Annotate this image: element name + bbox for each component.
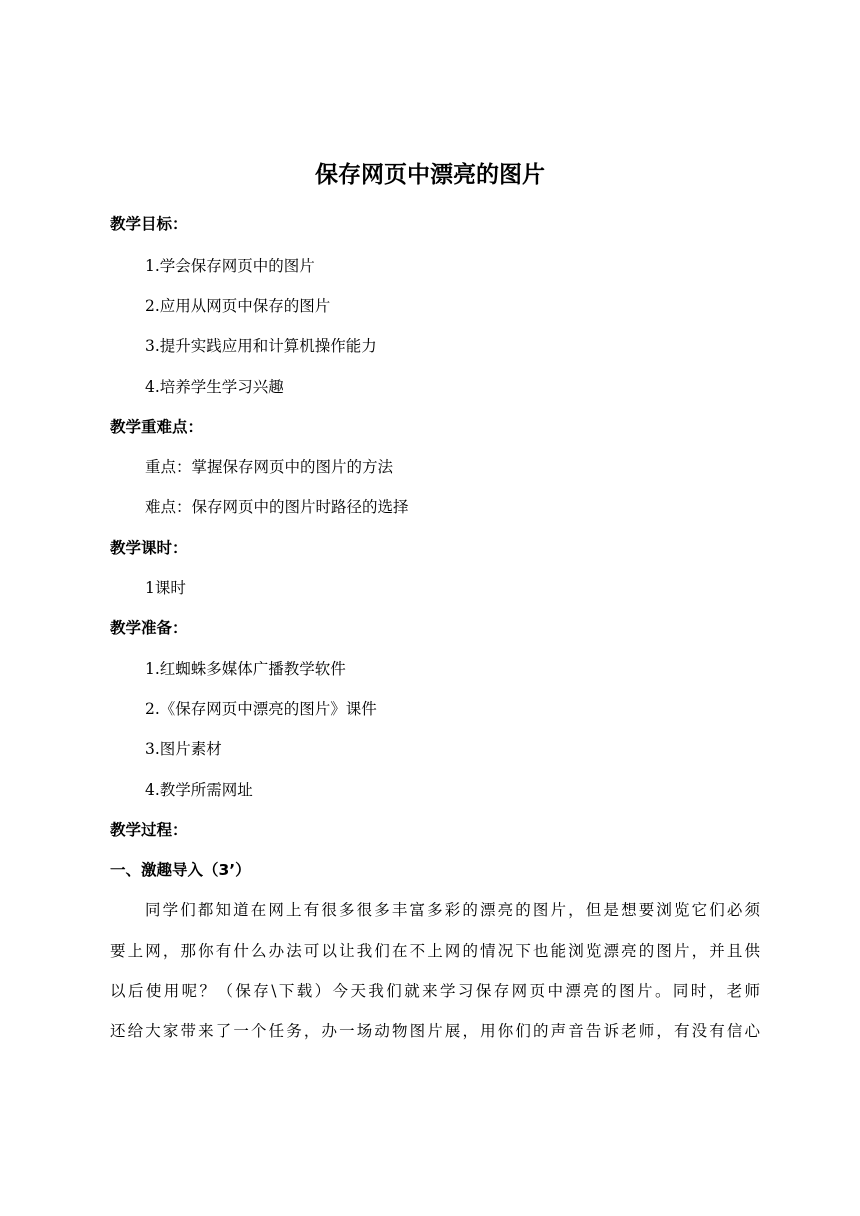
objective-item: 3.提升实践应用和计算机操作能力 [145, 337, 377, 355]
section-heading-process: 教学过程： [110, 821, 188, 839]
objective-item: 2.应用从网页中保存的图片 [145, 297, 331, 315]
class-hours-item: 1课时 [145, 579, 186, 597]
preparation-item: 4.教学所需网址 [145, 781, 253, 799]
objective-item: 4.培养学生学习兴趣 [145, 378, 284, 396]
preparation-item: 1.红蜘蛛多媒体广播教学软件 [145, 660, 346, 678]
document-title: 保存网页中漂亮的图片 [315, 162, 545, 188]
paragraph-line: 同学们都知道在网上有很多很多丰富多彩的漂亮的图片，但是想要浏览它们必须 [145, 901, 760, 919]
paragraph-line: 要上网，那你有什么办法可以让我们在不上网的情况下也能浏览漂亮的图片，并且供 [110, 942, 760, 960]
key-point-item: 重点：掌握保存网页中的图片的方法 [145, 458, 394, 476]
preparation-item: 3.图片素材 [145, 740, 222, 758]
subheading-warmup: 一、激趣导入（3’） [110, 861, 251, 879]
section-heading-objectives: 教学目标： [110, 215, 188, 233]
paragraph-line: 还给大家带来了一个任务，办一场动物图片展，用你们的声音告诉老师，有没有信心 [110, 1022, 760, 1040]
objective-item: 1.学会保存网页中的图片 [145, 257, 315, 275]
preparation-item: 2.《保存网页中漂亮的图片》课件 [145, 700, 377, 718]
section-heading-preparation: 教学准备： [110, 619, 188, 637]
section-heading-key-points: 教学重难点： [110, 418, 204, 436]
key-point-item: 难点：保存网页中的图片时路径的选择 [145, 498, 409, 516]
paragraph-line: 以后使用呢？（保存\下载）今天我们就来学习保存网页中漂亮的图片。同时，老师 [110, 982, 760, 1000]
section-heading-class-hours: 教学课时： [110, 539, 188, 557]
